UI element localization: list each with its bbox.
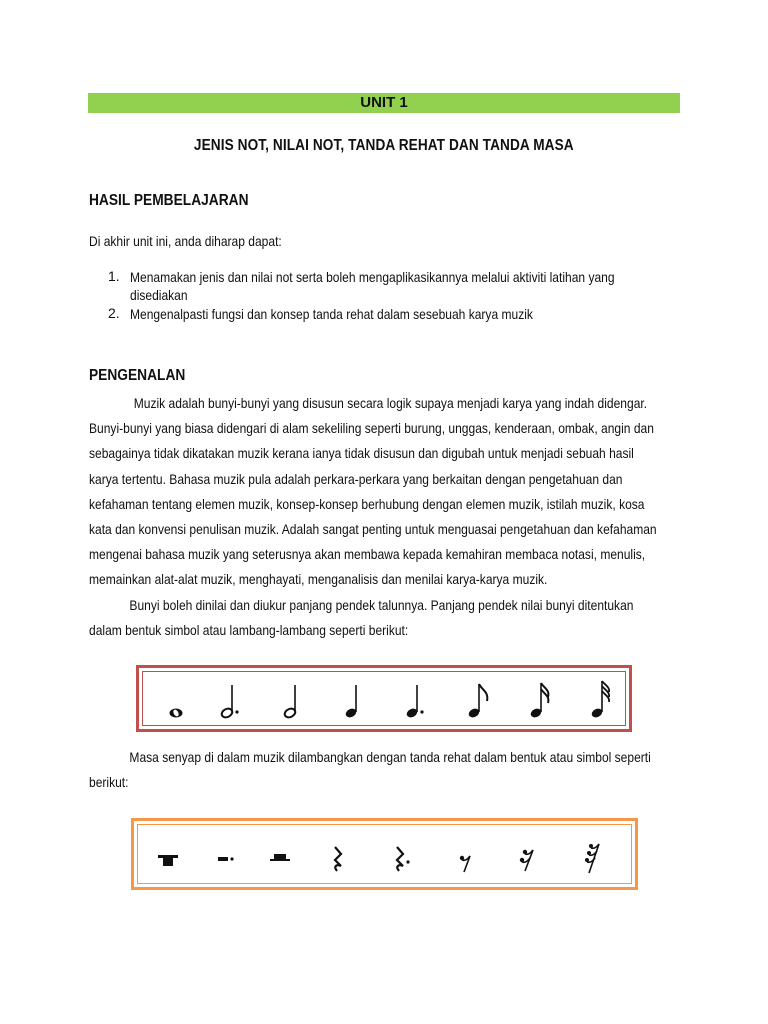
introduction-heading: PENGENALAN <box>89 367 186 384</box>
demisemiquaver-rest-icon <box>585 844 599 873</box>
semibreve-rest-icon <box>158 855 178 866</box>
rests-paragraph <box>89 745 768 795</box>
crotchet-rest-icon <box>335 847 341 871</box>
minim-icon <box>283 685 296 719</box>
unit-banner <box>88 93 680 113</box>
paragraph-line: Masa senyap di dalam muzik dilambangkan dengan tanda rehat dalam bentuk atau simbol seperti <box>129 749 651 765</box>
paragraph-line: Bunyi-bunyi yang biasa didengari di alam sekeliling seperti burung, unggas, kenderaan, ombak, angin dan <box>89 420 654 437</box>
note-values-figure <box>136 665 632 732</box>
crotchet-icon <box>344 685 357 719</box>
learning-outcomes-heading: HASIL PEMBELAJARAN <box>89 192 249 209</box>
semiquaver-icon <box>529 683 548 719</box>
list-number: 2. <box>108 305 120 321</box>
dotted-minim-rest-icon <box>218 857 234 861</box>
list-item: Mengenalpasti fungsi dan konsep tanda rehat dalam sesebuah karya muzik <box>130 306 533 322</box>
paragraph-line: karya tertentu. Bahasa muzik pula adalah perkara-perkara yang berkaitan dengan pengetahuan dan <box>89 470 623 487</box>
semiquaver-rest-icon <box>520 850 533 871</box>
paragraph-line: berikut: <box>89 774 129 791</box>
paragraph-line: dalam bentuk simbol atau lambang-lambang seperti berikut: <box>89 621 409 638</box>
semibreve-icon <box>170 709 183 718</box>
list-item-continuation: disediakan <box>130 287 188 303</box>
paragraph-line: Bunyi boleh dinilai dan diukur panjang pendek talunnya. Panjang pendek nilai bunyi ditentukan <box>129 596 634 613</box>
paragraph-line: sebagainya tidak dikatakan muzik kerana ianya tidak disusun dan digubah untuk menjadi sebuah hasil <box>89 445 634 462</box>
paragraph-line: kata dan konvensi penulisan muzik. Adalah sangat penting untuk menguasai pengetahuan dan kefahaman <box>89 520 657 537</box>
dotted-minim-icon <box>220 685 238 719</box>
demisemiquaver-icon <box>590 681 609 719</box>
introduction-paragraph <box>89 391 768 643</box>
list-item: Menamakan jenis dan nilai not serta boleh mengaplikasikannya melalui aktiviti latihan yang <box>130 269 615 285</box>
note-symbols-svg <box>139 668 635 735</box>
rest-symbols-svg <box>134 821 641 893</box>
quaver-icon <box>467 684 487 719</box>
quaver-rest-icon <box>460 856 470 872</box>
dotted-crotchet-rest-icon <box>397 847 410 871</box>
list-number: 1. <box>108 268 120 284</box>
rest-values-figure <box>131 818 638 890</box>
learning-intro: Di akhir unit ini, anda diharap dapat: <box>89 233 282 249</box>
page-title: JENIS NOT, NILAI NOT, TANDA REHAT DAN TANDA MASA <box>194 137 574 154</box>
paragraph-line: memainkan alat-alat muzik, menghayati, menganalisis dan menilai karya-karya muzik. <box>89 571 548 588</box>
minim-rest-icon <box>270 854 290 861</box>
paragraph-line: mengenai bahasa muzik yang seterusnya akan membawa kepada kemahiran membaca notasi, menulis, <box>89 546 646 563</box>
paragraph-line: kefahaman tentang elemen muzik, konsep-konsep berhubung dengan elemen muzik, istilah muzik, kosa <box>89 495 645 512</box>
unit-title: UNIT 1 <box>360 94 408 111</box>
paragraph-line: Muzik adalah bunyi-bunyi yang disusun secara logik supaya menjadi karya yang indah didengar. <box>133 395 648 411</box>
dotted-crotchet-icon <box>405 685 423 719</box>
